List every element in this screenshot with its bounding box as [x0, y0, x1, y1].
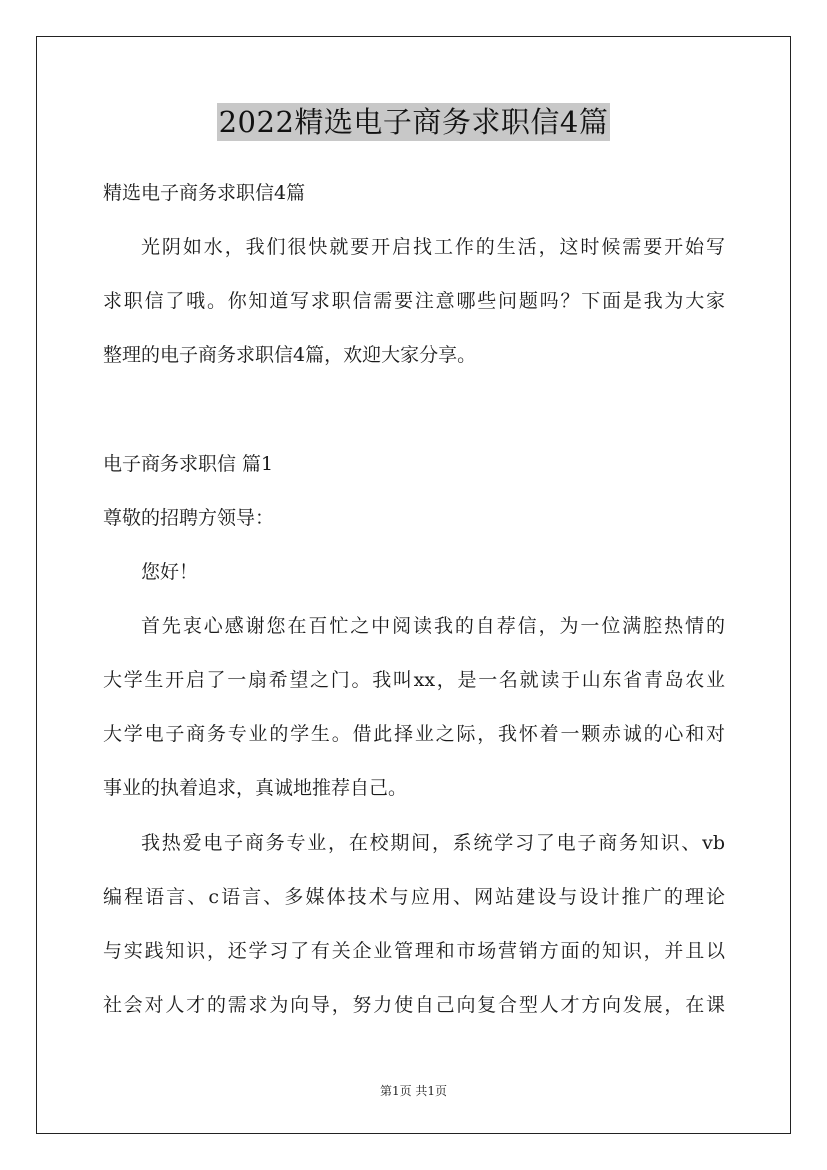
greeting: 您好！ — [141, 561, 199, 583]
document-title: 2022精选电子商务求职信4篇 — [218, 105, 609, 139]
document-subtitle: 精选电子商务求职信4篇 — [103, 182, 306, 204]
paragraph-line: 我热爱电子商务专业，在校期间，系统学习了电子商务知识、vb — [141, 832, 725, 854]
title-container — [0, 103, 827, 141]
intro-line: 求职信了哦。你知道写求职信需要注意哪些问题吗？下面是我为大家 — [103, 290, 725, 312]
paragraph-line: 事业的执着追求，真诚地推荐自己。 — [103, 777, 408, 799]
page-footer: 第1页 共1页 — [379, 1084, 448, 1098]
intro-line: 整理的电子商务求职信4篇，欢迎大家分享。 — [103, 344, 477, 366]
section-heading: 电子商务求职信 篇1 — [103, 453, 274, 475]
intro-line: 光阴如水，我们很快就要开启找工作的生活，这时候需要开始写 — [141, 236, 725, 258]
paragraph-line: 编程语言、c语言、多媒体技术与应用、网站建设与设计推广的理论 — [103, 886, 725, 908]
paragraph-line: 社会对人才的需求为向导，努力使自己向复合型人才方向发展，在课 — [103, 994, 725, 1016]
paragraph-line: 大学生开启了一扇希望之门。我叫xx，是一名就读于山东省青岛农业 — [103, 669, 725, 691]
paragraph-line: 首先衷心感谢您在百忙之中阅读我的自荐信，为一位满腔热情的 — [141, 615, 725, 637]
salutation: 尊敬的招聘方领导： — [103, 507, 275, 529]
paragraph-line: 与实践知识，还学习了有关企业管理和市场营销方面的知识，并且以 — [103, 940, 725, 962]
paragraph-line: 大学电子商务专业的学生。借此择业之际，我怀着一颗赤诚的心和对 — [103, 723, 725, 745]
